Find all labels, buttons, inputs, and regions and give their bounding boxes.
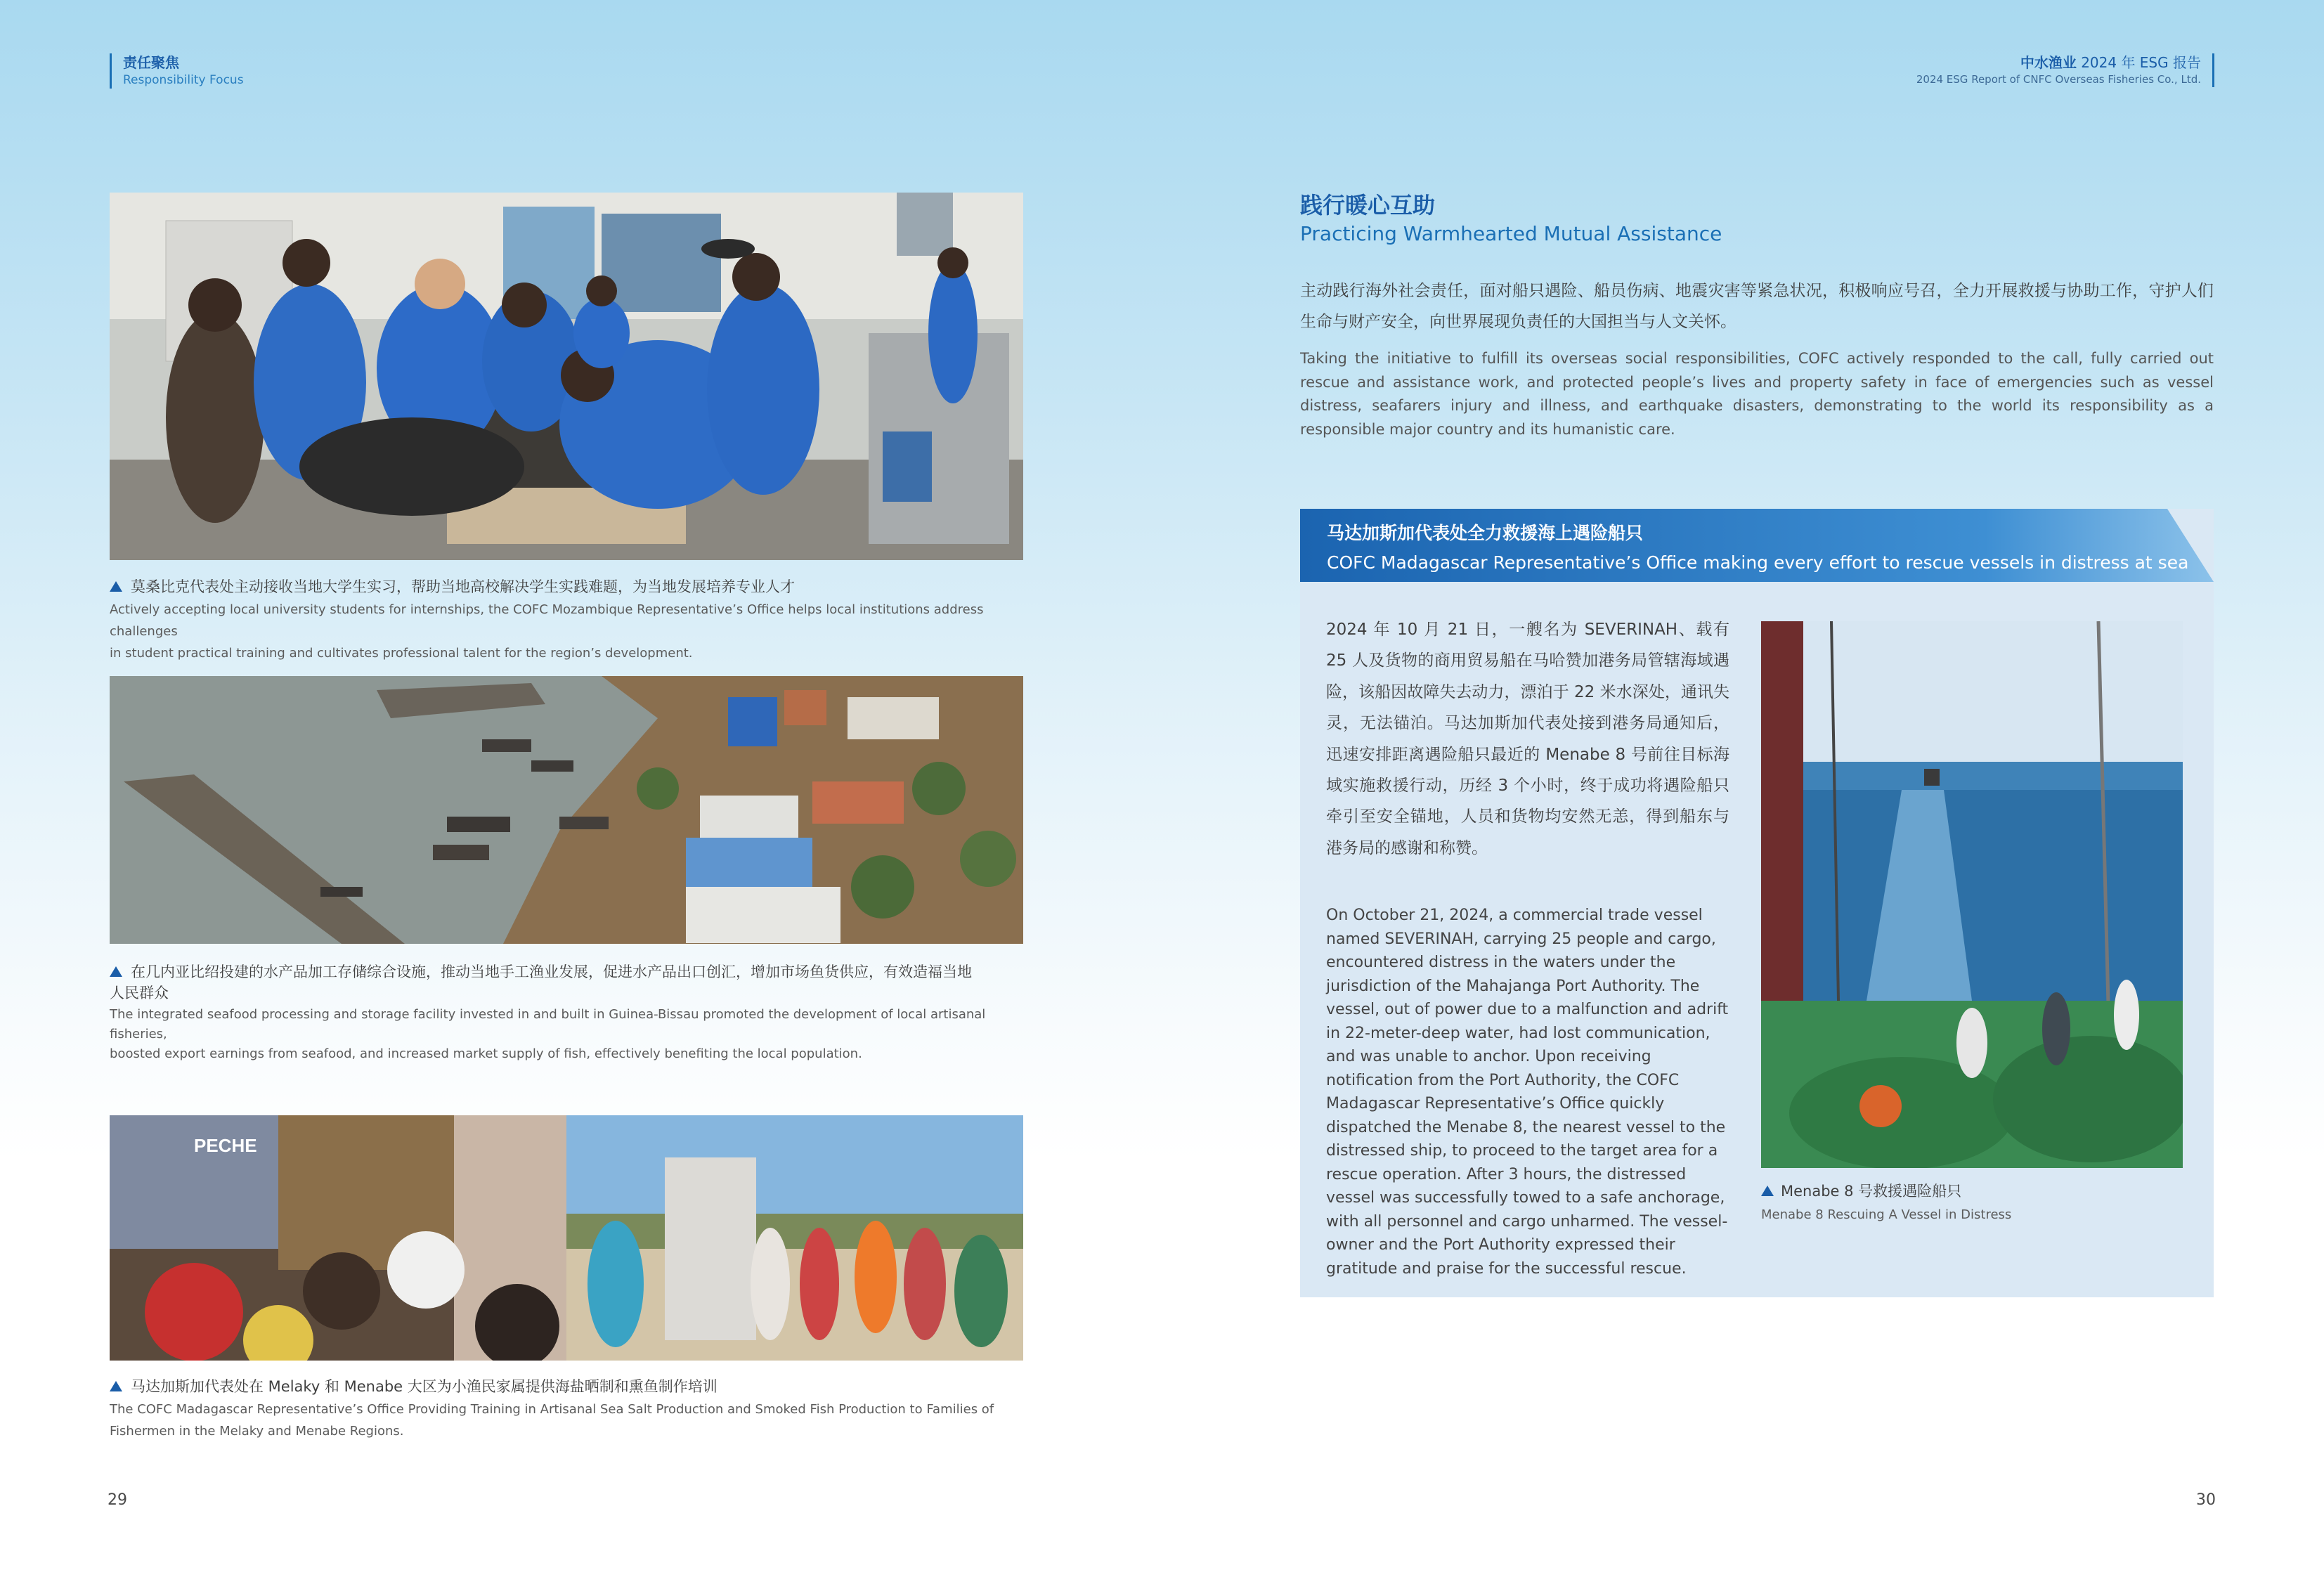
caption-triangle-icon [1761, 1186, 1774, 1196]
caption-triangle-icon [110, 581, 122, 592]
intro-paragraph-zh: 主动践行海外社会责任，面对船只遇险、船员伤病、地震灾害等紧急状况，积极响应号召，全力开展救援与协助工作，守护人们生命与财产安全，向世界展现负责任的大国担当与人文关怀。 [1300, 282, 2214, 331]
section-label-zh: 责任聚焦 [123, 54, 179, 71]
photo-harbour-caption [110, 961, 1023, 1064]
photo-training-caption [110, 1376, 1023, 1442]
page-number-left: 29 [108, 1491, 127, 1509]
caption-zh-line: 在几内亚比绍投建的水产品加工存储综合设施，推动当地手工渔业发展，促进水产品出口创汇，增加市场鱼货供应，有效造福当地 [131, 963, 972, 980]
caption-en-line: Actively accepting local university students for internships, the COFC Mozambique Representative’s Office helps local institutions address challenges [110, 602, 984, 639]
photo-sea-rescue [1761, 621, 2183, 1168]
caption-en-line: The COFC Madagascar Representative’s Office Providing Training in Artisanal Sea Salt Production and Smoked Fish Production to Families of [110, 1402, 994, 1417]
company-name: 中水渔业 [2020, 54, 2077, 71]
caption-zh-line: 人民群众 [110, 985, 169, 1001]
caption-triangle-icon [110, 1381, 122, 1391]
running-header-left [110, 53, 244, 89]
running-header-right [1916, 53, 2214, 87]
caption-en-line: in student practical training and cultivates professional talent for the region’s development. [110, 646, 693, 661]
caption-zh: 莫桑比克代表处主动接收当地大学生实习，帮助当地高校解决学生实践难题，为当地发展培养专业人才 [131, 578, 795, 595]
photo-harbour-aerial [110, 676, 1023, 944]
case-title-zh: 马达加斯加代表处全力救援海上遇险船只 [1327, 523, 1644, 543]
report-title-en: 2024 ESG Report of CNFC Overseas Fisheries Co., Ltd. [1916, 73, 2201, 86]
report-title-zh: 2024 年 ESG 报告 [2081, 54, 2201, 71]
section-title-zh: 践行暖心互助 [1300, 192, 1436, 219]
section-label-en: Responsibility Focus [123, 73, 244, 87]
photo-sea-rescue-caption [1761, 1181, 2011, 1226]
caption-zh: Menabe 8 号救援遇险船只 [1781, 1183, 1962, 1200]
page-number-right: 30 [2196, 1491, 2216, 1509]
caption-triangle-icon [110, 966, 122, 977]
caption-en-line: The integrated seafood processing and storage facility invested in and built in Guinea-Bissau promoted the development of local artisanal fisheries, [110, 1007, 986, 1041]
caption-en-line: boosted export earnings from seafood, and increased market supply of fish, effectively benefiting the local population. [110, 1046, 862, 1061]
caption-en: Menabe 8 Rescuing A Vessel in Distress [1761, 1207, 2012, 1222]
caption-zh: 马达加斯加代表处在 Melaky 和 Menabe 大区为小渔民家属提供海盐晒制和熏鱼制作培训 [131, 1378, 718, 1395]
section-title-en: Practicing Warmhearted Mutual Assistance [1300, 222, 1722, 245]
photo-workshop-training [110, 193, 1023, 560]
case-box-banner [1300, 509, 2214, 582]
case-title-en: COFC Madagascar Representative’s Office making every effort to rescue vessels in distress at sea [1327, 552, 2189, 573]
photo-workshop-caption [110, 576, 1023, 664]
photo-training-collage [110, 1115, 1023, 1361]
case-body-en: On October 21, 2024, a commercial trade vessel named SEVERINAH, carrying 25 people and cargo, encountered distress in the waters under the jurisdiction of the Mahajanga Port Authority. The vessel, out of power due to a malfunction and adrift in 22-meter-deep water, had lost communication, and was unable to anchor. Upon receiving notification from the Port Authority, the COFC Madagascar Representative’s Office quickly dispatched the Menabe 8, the nearest vessel to the distressed ship, to proceed to the target area for a rescue operation. After 3 hours, the distressed vessel was successfully towed to a safe anchorage, with all personnel and cargo unharmed. The vessel-owner and the Port Authority expressed their gratitude and praise for the successful rescue. [1326, 907, 1729, 1278]
section-title [1300, 190, 1722, 247]
caption-en-line: Fishermen in the Melaky and Menabe Regions. [110, 1424, 404, 1439]
case-body-zh: 2024 年 10 月 21 日，一艘名为 SEVERINAH、载有 25 人及货物的商用贸易船在马哈赞加港务局管辖海域遇险，该船因故障失去动力，漂泊于 22 米水深处，通讯失灵，无法锚泊。马达加斯加代表处接到港务局通知后，迅速安排距离遇险船只最近的 Menabe 8 号前往目标海域实施救援行动，历经 3 个小时，终于成功将遇险船只牵引至安全锚地，人员和货物均安然无恙，得到船东与港务局的感谢和称赞。 [1326, 621, 1729, 857]
intro-paragraph-en: Taking the initiative to fulfill its overseas social responsibilities, COFC actively responded to the call, fully carried out rescue and assistance work, and protected people’s lives and property safety in face of emergencies such as vessel distress, seafarers injury and illness, and earthquake disasters, demonstrating to the world its responsibility as a responsible major country and its humanistic care. [1300, 350, 2214, 438]
photo-sign-text: PECHE [194, 1135, 257, 1156]
